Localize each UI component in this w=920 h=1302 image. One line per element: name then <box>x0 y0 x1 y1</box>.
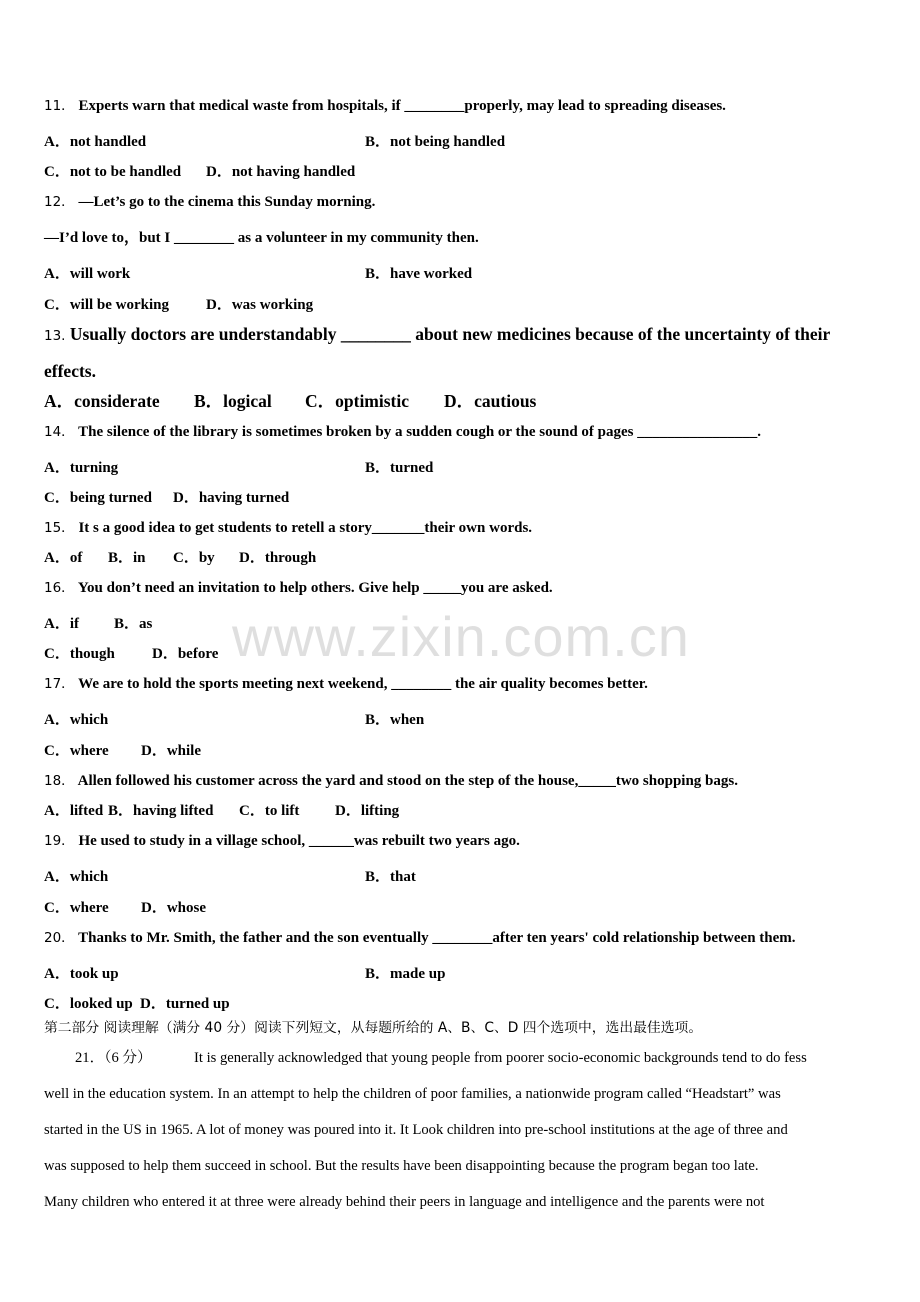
question-text: —Let’s go to the cinema this Sunday morning. <box>78 194 376 210</box>
question-19-stem <box>44 831 520 851</box>
question-12-stem <box>44 192 375 212</box>
question-18-stem <box>44 771 738 791</box>
passage-line-5: Many children who entered it at three were already behind their peers in language and intelligence and the parents were not <box>44 1194 765 1210</box>
option-b[interactable]: B．that <box>365 869 416 885</box>
question-number: 17． <box>44 676 75 692</box>
question-12-stem-line2: —I’d love to，but I ________ as a volunteer in my community then. <box>44 230 479 246</box>
question-number: 18． <box>44 773 75 789</box>
passage-line-1: It is generally acknowledged that young people from poorer socio-economic backgrounds tend to do fess <box>194 1050 807 1066</box>
option-c[interactable]: C．not to be handled <box>44 164 182 180</box>
question-text: The silence of the library is sometimes broken by a sudden cough or the sound of pages ________________. <box>78 424 761 440</box>
question-11-stem <box>44 96 726 116</box>
passage-line-2: well in the education system. In an attempt to help the children of poor families, a nationwide program called “Headstart” was <box>44 1086 781 1102</box>
question-14-stem <box>44 422 761 442</box>
option-b[interactable]: B．turned <box>365 460 434 476</box>
question-number: 14． <box>44 424 75 440</box>
question-number: 16． <box>44 580 75 596</box>
option-c[interactable]: C．to lift <box>239 803 300 819</box>
option-a[interactable]: A．which <box>44 712 109 728</box>
option-d[interactable]: D．having turned <box>173 490 290 506</box>
option-c[interactable]: C．though <box>44 646 115 662</box>
option-b[interactable]: B．made up <box>365 966 446 982</box>
question-text: Thanks to Mr. Smith, the father and the son eventually ________after ten years' cold relationship between them. <box>78 930 796 946</box>
option-a[interactable]: A．turning <box>44 460 119 476</box>
question-number: 15． <box>44 520 75 536</box>
option-d[interactable]: D．not having handled <box>206 164 356 180</box>
option-b[interactable]: B．having lifted <box>108 803 214 819</box>
question-text: He used to study in a village school, ______was rebuilt two years ago. <box>78 833 520 849</box>
option-a[interactable]: A．considerate <box>44 391 160 411</box>
option-a[interactable]: A．if <box>44 616 79 632</box>
passage-line-3: started in the US in 1965. A lot of money was poured into it. It Look children into pre-school institutions at the age of three and <box>44 1122 788 1138</box>
option-a[interactable]: A．not handled <box>44 134 147 150</box>
option-a[interactable]: A．lifted <box>44 803 104 819</box>
option-c[interactable]: C．by <box>173 550 215 566</box>
question-number: 12． <box>44 194 75 210</box>
option-d[interactable]: D．before <box>152 646 219 662</box>
question-number: 13. <box>44 328 66 344</box>
question-text: We are to hold the sports meeting next weekend, ________ the air quality becomes better. <box>78 676 648 692</box>
section-heading: 第二部分 阅读理解（满分 40 分）阅读下列短文，从每题所给的 A、B、C、D 四个选项中，选出最佳选项。 <box>44 1020 703 1036</box>
option-b[interactable]: B．as <box>114 616 153 632</box>
option-c[interactable]: C．looked up <box>44 996 133 1012</box>
question-number: 20． <box>44 930 75 946</box>
option-b[interactable]: B．not being handled <box>365 134 506 150</box>
question-text: It s a good idea to get students to retell a story_______their own words. <box>78 520 533 536</box>
question-13-stem-line2: effects. <box>44 361 96 381</box>
option-d[interactable]: D．while <box>141 743 202 759</box>
option-d[interactable]: D．cautious <box>444 391 537 411</box>
option-c[interactable]: C．optimistic <box>305 391 410 411</box>
option-c[interactable]: C．where <box>44 743 109 759</box>
option-c[interactable]: C．where <box>44 900 109 916</box>
watermark: www.zixin.com.cn <box>232 605 690 668</box>
option-a[interactable]: A．which <box>44 869 109 885</box>
option-d[interactable]: D．through <box>239 550 317 566</box>
option-b[interactable]: B．in <box>108 550 146 566</box>
question-text: You don’t need an invitation to help others. Give help _____you are asked. <box>77 580 553 596</box>
option-c[interactable]: C．will be working <box>44 297 170 313</box>
question-13-stem <box>44 324 830 346</box>
passage-number: 21．（6 分） <box>75 1050 152 1066</box>
question-17-stem <box>44 674 648 694</box>
option-a[interactable]: A．took up <box>44 966 119 982</box>
question-20-stem <box>44 928 796 948</box>
option-d[interactable]: D．was working <box>206 297 314 313</box>
question-15-stem <box>44 518 532 538</box>
option-a[interactable]: A．of <box>44 550 83 566</box>
option-a[interactable]: A．will work <box>44 266 131 282</box>
passage-line-4: was supposed to help them succeed in school. But the results have been disappointing because the program began too late. <box>44 1158 759 1174</box>
option-d[interactable]: D．lifting <box>335 803 400 819</box>
question-number: 11． <box>44 98 75 114</box>
option-b[interactable]: B．when <box>365 712 425 728</box>
question-number: 19． <box>44 833 75 849</box>
question-16-stem <box>44 578 553 598</box>
option-d[interactable]: D．whose <box>141 900 207 916</box>
option-b[interactable]: B．have worked <box>365 266 473 282</box>
option-b[interactable]: B．logical <box>194 391 272 411</box>
option-c[interactable]: C．being turned <box>44 490 152 506</box>
option-d[interactable]: D．turned up <box>140 996 230 1012</box>
question-text: Usually doctors are understandably ________ about new medicines because of the uncertainty of their <box>69 324 831 344</box>
question-text: Allen followed his customer across the yard and stood on the step of the house,_____two shopping bags. <box>77 773 738 789</box>
question-text: Experts warn that medical waste from hospitals, if ________properly, may lead to spreading diseases. <box>78 98 726 114</box>
